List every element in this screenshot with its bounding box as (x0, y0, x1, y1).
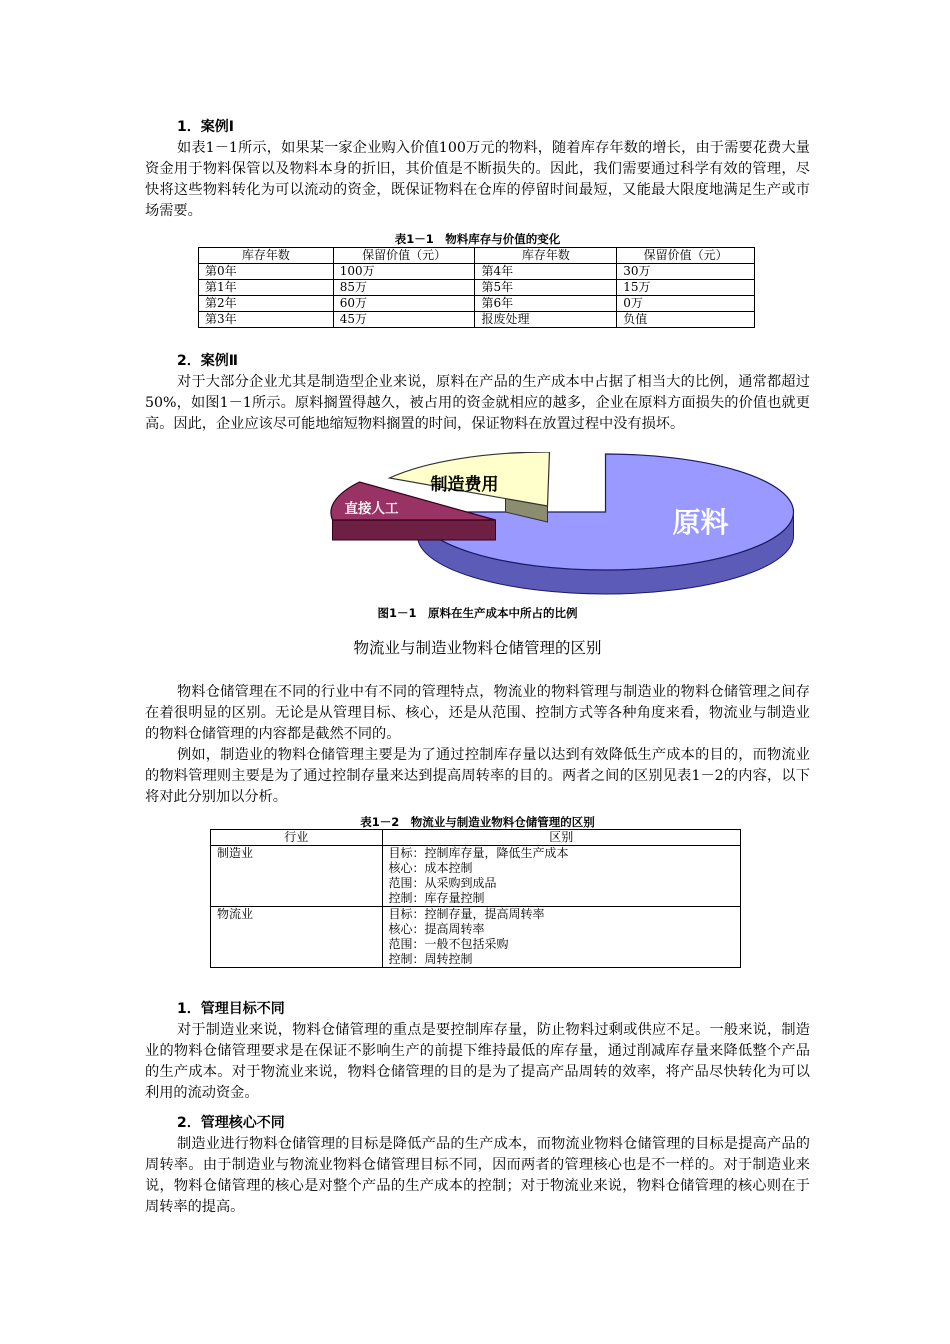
table-cell: 30万 (617, 264, 755, 280)
table-cell-differences (382, 907, 740, 968)
table-row (199, 296, 755, 312)
pie-slice-direct-labor-side (333, 520, 496, 540)
difference-line: 范围：从采购到成品 (388, 876, 497, 890)
intro (145, 682, 810, 808)
table-1-header: 保留价值（元） (333, 248, 475, 264)
table-row (199, 264, 755, 280)
table-row (199, 312, 755, 328)
table-cell: 报废处理 (475, 312, 617, 328)
table-cell: 第4年 (475, 264, 617, 280)
intro-paragraph-2: 例如，制造业的物料仓储管理主要是为了通过控制库存量以达到有效降低生产成本的目的，而物流业的物料管理则主要是为了通过控制存量来达到提高周转率的目的。两者之间的区别见表1－2的内容，以下将对此分别加以分析。 (145, 747, 810, 805)
table-2-header: 区别 (382, 830, 740, 846)
management-goal-section (145, 998, 810, 1104)
case-1 (145, 116, 810, 222)
difference-line: 控制：周转控制 (388, 952, 473, 966)
table-cell: 60万 (333, 296, 475, 312)
table-2-header-row (211, 830, 741, 846)
table-1-caption (145, 232, 810, 246)
figure-1-caption-text: 图1－1 原料在生产成本中所占的比例 (377, 606, 578, 620)
table-row (211, 846, 741, 907)
figure-1-caption (145, 606, 810, 620)
cost-pie-chart (245, 452, 910, 602)
table-1-header: 保留价值（元） (617, 248, 755, 264)
table-2 (210, 829, 741, 968)
table-1-caption-text: 表1－1 物料库存与价值的变化 (394, 232, 561, 246)
management-goal-heading: 1．管理目标不同 (177, 1001, 285, 1017)
table-cell: 45万 (333, 312, 475, 328)
table-row (211, 907, 741, 968)
table-1-header: 库存年数 (199, 248, 334, 264)
section-title: 物流业与制造业物料仓储管理的区别 (353, 639, 602, 657)
table-row (199, 280, 755, 296)
chart-label-direct-labor: 直接人工 (344, 501, 399, 517)
case-2 (145, 350, 810, 435)
chart-label-manufacturing: 制造费用 (430, 475, 499, 495)
table-cell: 第5年 (475, 280, 617, 296)
difference-line: 目标：控制库存量，降低生产成本 (388, 846, 569, 860)
table-cell: 第1年 (199, 280, 334, 296)
case-2-paragraph: 对于大部分企业尤其是制造型企业来说，原料在产品的生产成本中占据了相当大的比例，通常都超过50%，如图1－1所示。原料搁置得越久，被占用的资金就相应的越多，企业在原料方面损失的价值也就更高。因此，企业应该尽可能地缩短物料搁置的时间，保证物料在放置过程中没有损坏。 (145, 374, 810, 432)
management-core-section (145, 1112, 810, 1218)
table-cell: 第0年 (199, 264, 334, 280)
management-core-heading: 2．管理核心不同 (177, 1115, 285, 1131)
table-1-header-row (199, 248, 755, 264)
table-cell-industry: 制造业 (211, 846, 383, 907)
management-core-paragraph: 制造业进行物料仓储管理的目标是降低产品的生产成本，而物流业物料仓储管理的目标是提高产品的周转率。由于制造业与物流业物料仓储管理目标不同，因而两者的管理核心也是不一样的。对于制造业来说，物料仓储管理的核心是对整个产品的生产成本的控制；对于物流业来说，物料仓储管理的核心则在于周转率的提高。 (145, 1136, 810, 1215)
table-2-caption (145, 815, 810, 829)
table-cell-differences (382, 846, 740, 907)
table-cell: 0万 (617, 296, 755, 312)
chart-label-raw-material: 原料 (672, 506, 729, 539)
difference-line: 核心：成本控制 (388, 861, 473, 875)
difference-line: 控制：库存量控制 (388, 891, 485, 905)
table-cell: 负值 (617, 312, 755, 328)
case-2-heading: 2．案例Ⅱ (177, 353, 238, 369)
table-1 (198, 247, 755, 328)
difference-line: 范围：一般不包括采购 (388, 937, 509, 951)
table-cell: 100万 (333, 264, 475, 280)
table-cell-industry: 物流业 (211, 907, 383, 968)
table-2-caption-text: 表1－2 物流业与制造业物料仓储管理的区别 (360, 815, 595, 829)
table-1-header: 库存年数 (475, 248, 617, 264)
table-cell: 第2年 (199, 296, 334, 312)
intro-paragraph-1: 物料仓储管理在不同的行业中有不同的管理特点，物流业的物料管理与制造业的物料仓储管理之间存在着很明显的区别。无论是从管理目标、核心，还是从范围、控制方式等各种角度来看，物流业与制造业的物料仓储管理的内容都是截然不同的。 (145, 684, 810, 742)
case-1-heading: 1．案例Ⅰ (177, 119, 234, 135)
case-1-paragraph: 如表1－1所示，如果某一家企业购入价值100万元的物料，随着库存年数的增长，由于需要花费大量资金用于物料保管以及物料本身的折旧，其价值是不断损失的。因此，我们需要通过科学有效的管理，尽快将这些物料转化为可以流动的资金，既保证物料在仓库的停留时间最短，又能最大限度地满足生产或市场需要。 (145, 140, 810, 219)
table-2-header: 行业 (211, 830, 383, 846)
management-goal-paragraph: 对于制造业来说，物料仓储管理的重点是要控制库存量，防止物料过剩或供应不足。一般来说，制造业的物料仓储管理要求是在保证不影响生产的前提下维持最低的库存量，通过削减库存量来降低整个产品的生产成本。对于物流业来说，物料仓储管理的目的是为了提高产品周转的效率，将产品尽快转化为可以利用的流动资金。 (145, 1022, 810, 1101)
table-cell: 第6年 (475, 296, 617, 312)
table-cell: 85万 (333, 280, 475, 296)
table-cell: 15万 (617, 280, 755, 296)
table-cell: 第3年 (199, 312, 334, 328)
difference-line: 核心：提高周转率 (388, 922, 485, 936)
difference-line: 目标：控制存量，提高周转率 (388, 907, 545, 921)
